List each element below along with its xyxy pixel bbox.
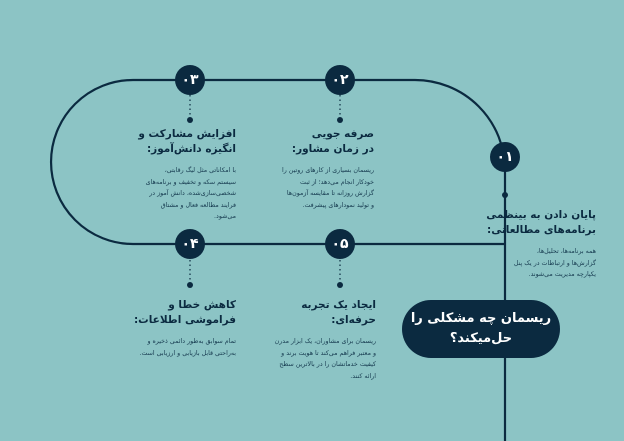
step-title-05: ایجاد یک تجربه حرفه‌ای: — [301, 299, 376, 326]
dot-03 — [187, 117, 193, 123]
step-title-01: پایان دادن به بینظمی برنامه‌های مطالعاتی: — [486, 209, 596, 236]
step-body-01: همه برنامه‌ها، تحلیل‌ها، گزارش‌ها و ارتباطات در یک پنل یکپارچه مدیریت می‌شوند. — [513, 248, 596, 278]
step-block-02 — [262, 127, 374, 211]
step-badge-05: ۰۵ — [325, 229, 355, 259]
step-block-01 — [440, 208, 596, 281]
step-body-05: ریسمان برای مشاوران، یک ابزار مدرن و معتبر فراهم می‌کند تا هویت برند و کیفیت خدماتشان را در بالاترین سطح ارائه کنند. — [274, 338, 376, 380]
step-block-05 — [258, 298, 376, 382]
step-title-04: کاهش خطا و فراموشی اطلاعات: — [133, 299, 236, 326]
question-callout-text: ریسمان چه مشکلی را حل‌میکند؟ — [410, 311, 552, 346]
step-badge-04: ۰۴ — [175, 229, 205, 259]
step-title-02: صرفه جویی در زمان مشاور: — [291, 128, 374, 155]
step-badge-01: ۰۱ — [490, 142, 520, 172]
step-body-04: تمام سوابق به‌طور دائمی ذخیره و به‌راحتی قابل بازیابی و ارزیابی است. — [139, 338, 236, 357]
step-title-03: افزایش مشارکت و انگیزه دانش‌آموز: — [138, 128, 236, 155]
step-block-04 — [108, 298, 236, 359]
dot-05 — [337, 282, 343, 288]
step-body-03: با امکاناتی مثل لیگ رقابتی، سیستم سکه و تخفیف و برنامه‌های شخصی‌سازی‌شده، دانش آموز در فرایند مطالعه فعال و مشتاق می‌شود. — [145, 167, 236, 220]
step-badge-02: ۰۲ — [325, 65, 355, 95]
dot-02 — [337, 117, 343, 123]
question-callout — [402, 300, 560, 358]
step-badge-03: ۰۳ — [175, 65, 205, 95]
step-block-03 — [112, 127, 236, 223]
step-body-02: ریسمان بسیاری از کارهای روتین را خودکار انجام می‌دهد؛ از ثبت گزارش روزانه تا مقایسه آزمون‌ها و تولید نمودارهای پیشرفت. — [282, 167, 374, 209]
dot-01 — [502, 192, 508, 198]
dot-04 — [187, 282, 193, 288]
